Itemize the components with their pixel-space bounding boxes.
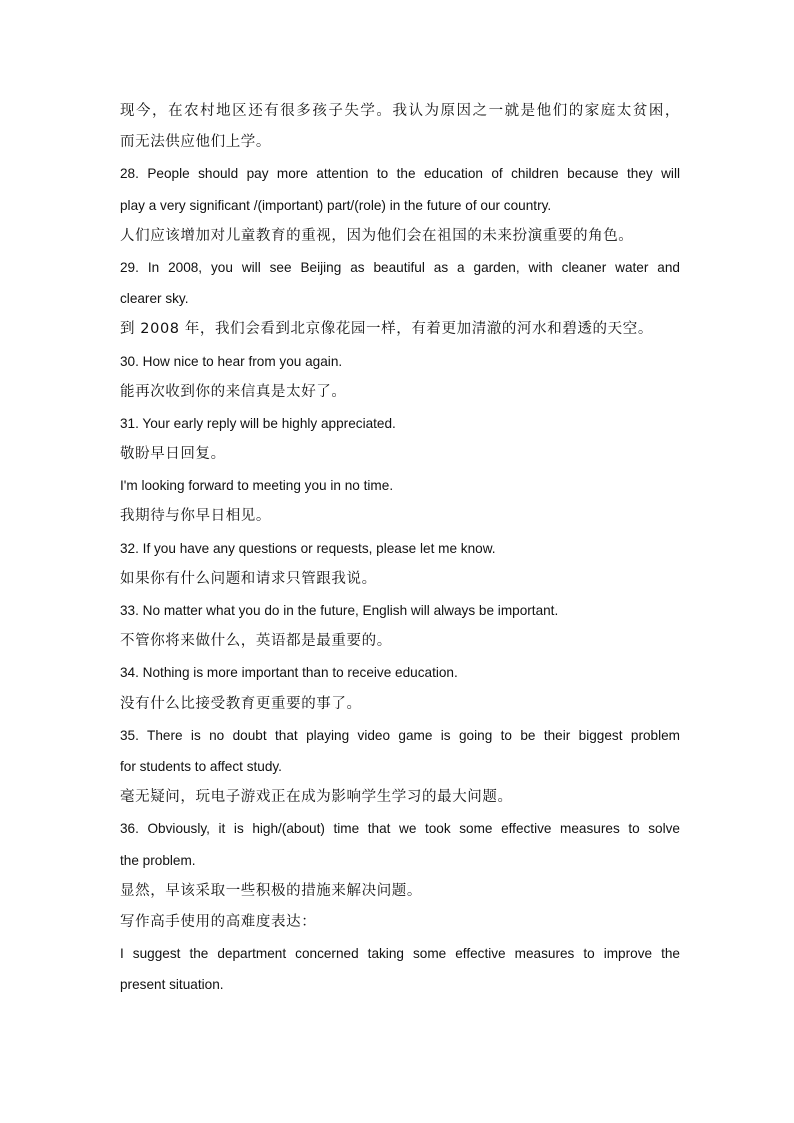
sentence-31-alt-translation: 我期待与你早日相见。 [120, 508, 271, 525]
sentence-30-translation: 能再次收到你的来信真是太好了。 [120, 383, 347, 400]
sentence-35-continuation: for students to affect study. [120, 758, 282, 774]
sentence-31-alt-line: I'm looking forward to meeting you in no time. [120, 478, 394, 494]
sentence-29-translation: 到 2008 年，我们会看到北京像花园一样，有着更加清澈的河水和碧透的天空。 [120, 321, 653, 338]
advanced-expression-continuation: present situation. [120, 977, 224, 993]
sentence-33-line: 33. No matter what you do in the future, English will always be important. [120, 603, 559, 618]
sentence-31-line: 31. Your early reply will be highly appreciated. [120, 415, 396, 431]
sentence-34-translation: 没有什么比接受教育更重要的事了。 [120, 695, 362, 712]
sentence-29-continuation: clearer sky. [120, 291, 189, 307]
sentence-28-line: 28. People should pay more attention to the education of children because they will [120, 166, 680, 182]
sentence-36-translation: 显然，早该采取一些积极的措施来解决问题。 [120, 882, 422, 899]
advanced-expression-line: I suggest the department concerned taking some effective measures to improve the [120, 946, 680, 962]
sentence-32-line: 32. If you have any questions or requests, please let me know. [120, 540, 496, 556]
sentence-28-translation: 人们应该增加对儿童教育的重视，因为他们会在祖国的未来扮演重要的角色。 [120, 227, 634, 244]
sentence-36-continuation: the problem. [120, 852, 196, 868]
sentence-35-translation: 毫无疑问，玩电子游戏正在成为影响学生学习的最大问题。 [120, 789, 513, 806]
document-body [120, 96, 680, 1000]
sentence-29-line: 29. In 2008, you will see Beijing as beautiful as a garden, with cleaner water and [120, 259, 680, 275]
sentence-32-translation: 如果你有什么问题和请求只管跟我说。 [120, 570, 377, 587]
sentence-34-line: 34. Nothing is more important than to receive education. [120, 665, 458, 681]
sentence-28-continuation: play a very significant /(important) part/(role) in the future of our country. [120, 197, 552, 213]
sentence-36-line: 36. Obviously, it is high/(about) time that we took some effective measures to solve [120, 821, 680, 837]
sentence-30-line: 30. How nice to hear from you again. [120, 353, 343, 369]
chinese-text-line: 现今，在农村地区还有很多孩子失学。我认为原因之一就是他们的家庭太贫困， [120, 103, 680, 119]
sentence-35-line: 35. There is no doubt that playing video game is going to be their biggest problem [120, 727, 680, 743]
advanced-expression-heading: 写作高手使用的高难度表达： [120, 913, 317, 930]
sentence-31-translation: 敬盼早日回复。 [120, 446, 226, 463]
chinese-text-line: 而无法供应他们上学。 [120, 134, 271, 151]
sentence-33-translation: 不管你将来做什么，英语都是最重要的。 [120, 633, 392, 650]
